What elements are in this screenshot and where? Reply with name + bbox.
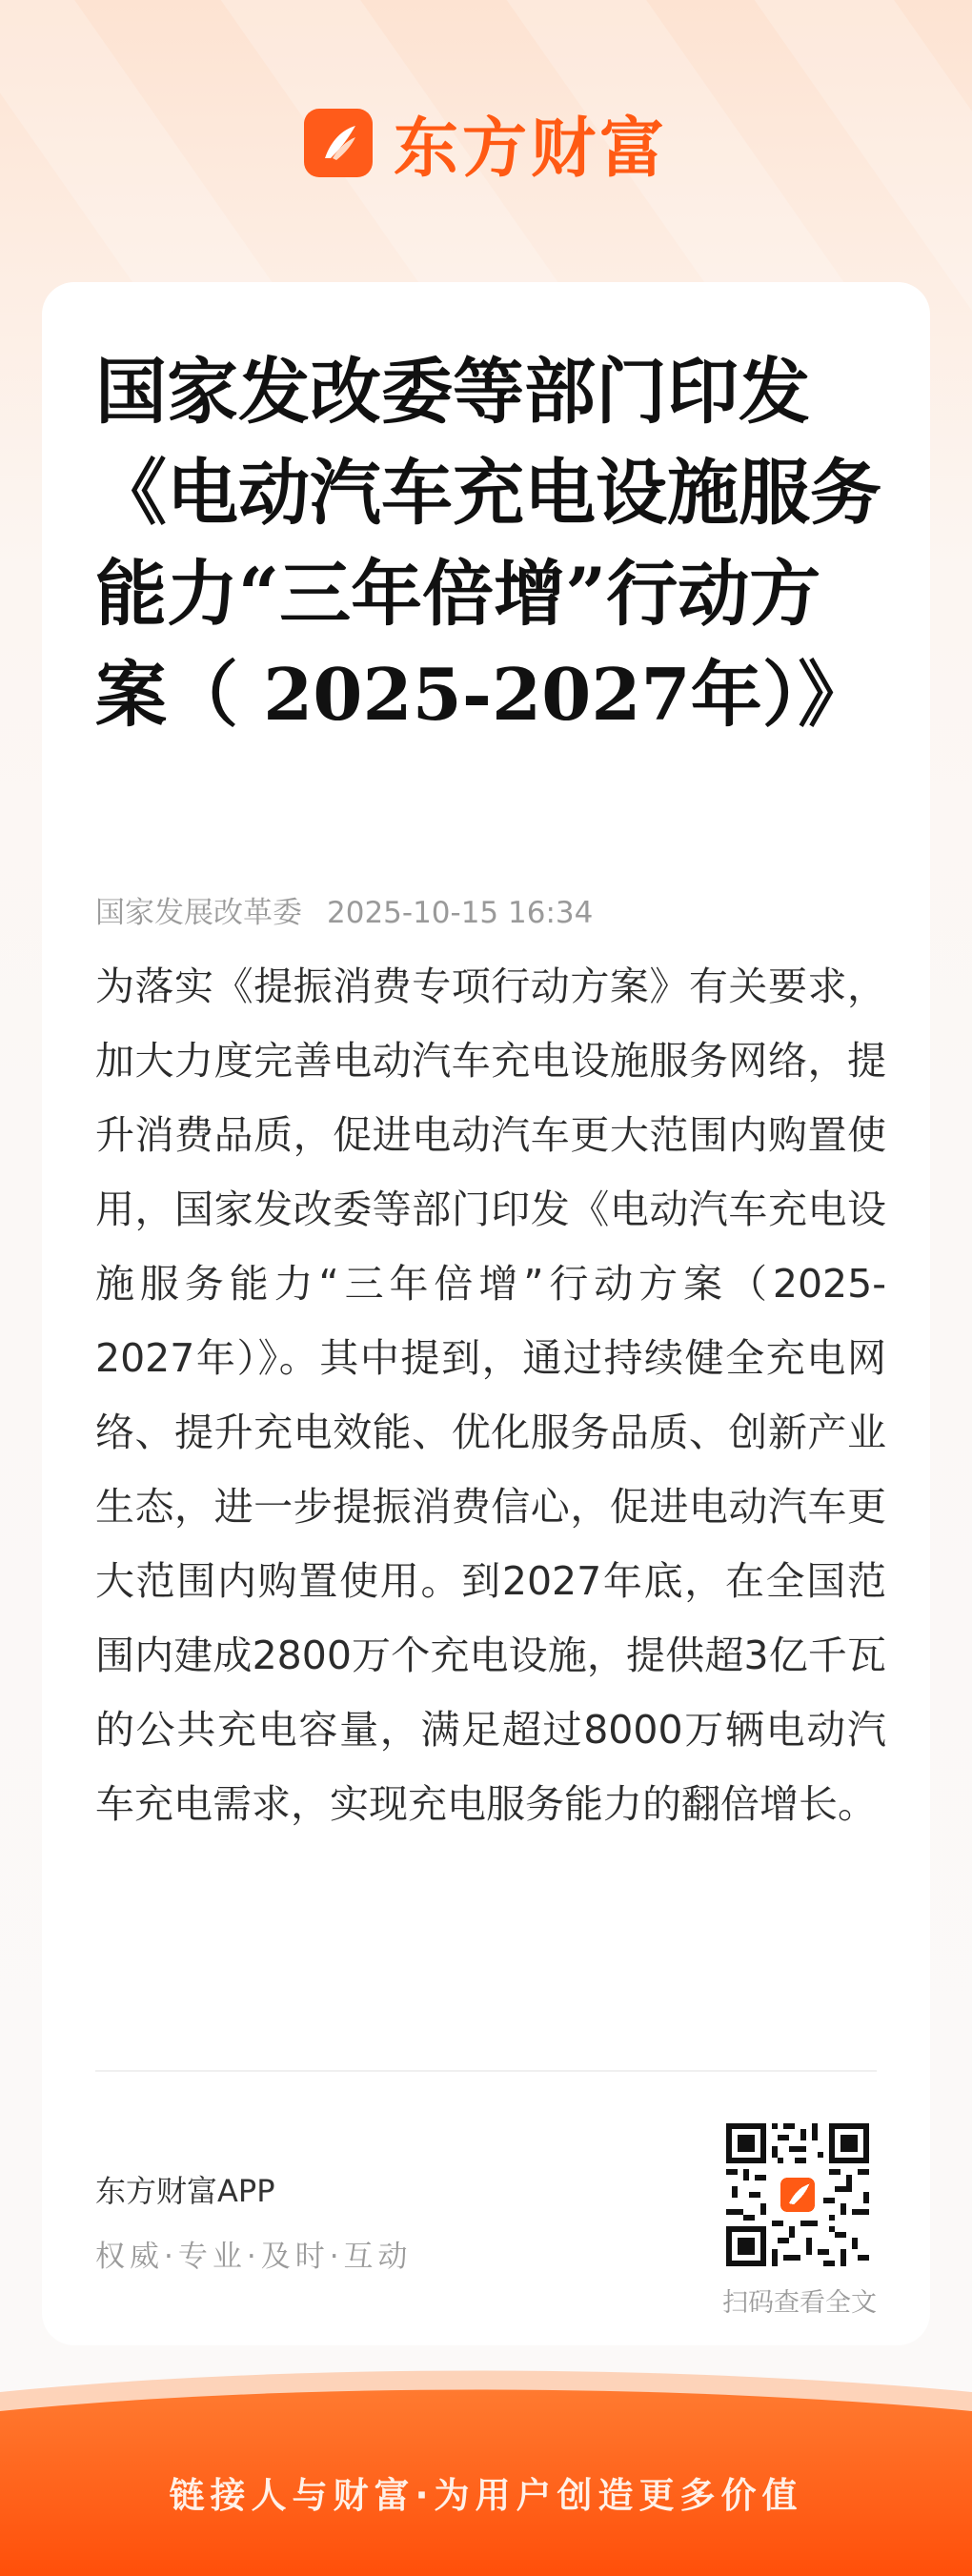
article-meta <box>95 888 593 931</box>
article-title: 国家发改委等部门印发《电动汽车充电设施服务能力“三年倍增”行动方案（ 2025-2027年）》 <box>95 350 882 737</box>
brand-name: 东方财富 <box>393 111 668 187</box>
app-name: 东方财富APP <box>95 2173 275 2209</box>
divider <box>95 2070 877 2072</box>
qr-code[interactable] <box>726 2123 869 2266</box>
eastmoney-logo-icon <box>304 109 373 177</box>
qr-caption: 扫码查看全文 <box>722 2288 877 2318</box>
footer-banner <box>0 2354 972 2576</box>
app-slogan: 权威·专业·及时·互动 <box>95 2240 413 2274</box>
brand-header <box>0 0 972 286</box>
article-datetime: 2025-10-15 16:34 <box>327 896 594 930</box>
article-source: 国家发展改革委 <box>95 896 302 930</box>
article-body: 为落实《提振消费专项行动方案》有关要求，加大力度完善电动汽车充电设施服务网络，提升消费品质，促进电动汽车更大范围内购置使用，国家发改委等部门印发《电动汽车充电设施服务能力“三年倍增”行动方案（2025-2027年）》。其中提到，通过持续健全充电网络、提升充电效能、优化服务品质、创新产业生态，进一步提振消费信心，促进电动汽车更大范围内购置使用。到2027年底，在全国范围内建成2800万个充电设施，提供超3亿千瓦的公共充电容量，满足超过8000万辆电动汽车充电需求，实现充电服务能力的翻倍增长。 <box>95 963 886 1827</box>
article-card <box>42 282 930 2345</box>
footer-slogan: 链接人与财富·为用户创造更多价值 <box>169 2475 803 2516</box>
